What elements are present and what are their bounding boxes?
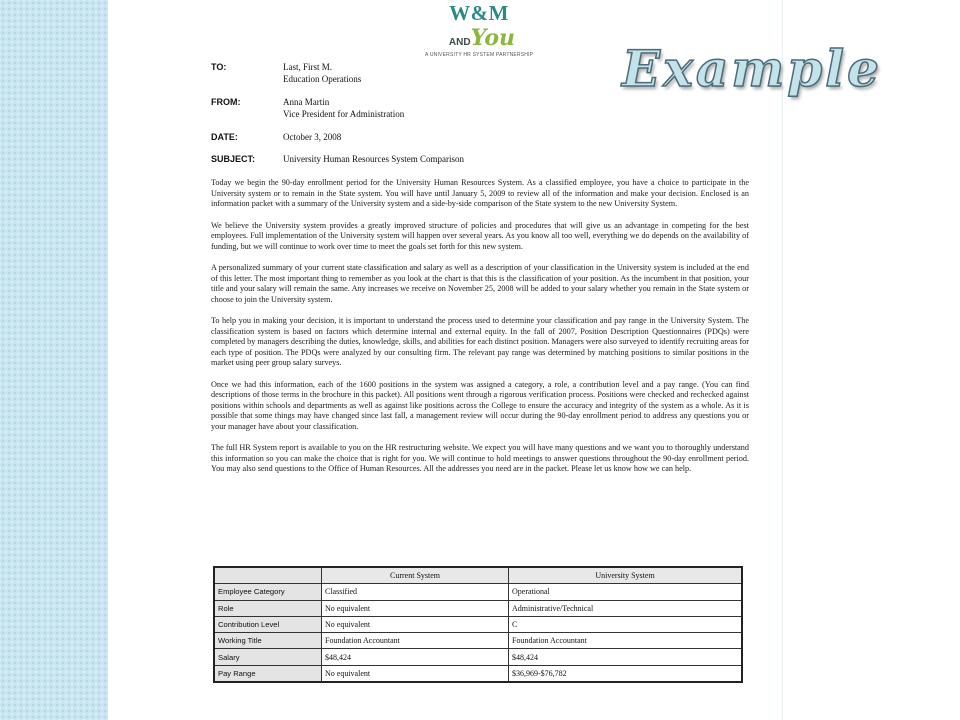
subject-value: University Human Resources System Comparison <box>283 154 464 164</box>
paragraph-4: To help you in making your decision, it is important to understand the process used to determine your classification and pay range in the University System. The classification system is based on factors which determine internal and external equity. In the fall of 2007, Position Description Questionnaires (PDQs) were completed by managers describing the duties, knowledge, skills, and abilities for each distinct position. Managers were also surveyed to identify recruiting areas for each type of position. The PDQs were analyzed by our consulting firm. The relevant pay range was determined by matching positions to similar positions in the market using peer group salary surveys. <box>211 316 749 367</box>
paragraph-5: Once we had this information, each of the 1600 positions in the system was assigned a category, a role, a contribution level and a pay range. (You can find descriptions of those terms in the brochure in this packet). All positions went through a rigorous verification process. Positions were checked and rechecked against positions within schools and departments as well as against like positions across the College to ensure the accuracy and integrity of the system as a whole. As it is possible that some things may have changed since last fall, a management review will occur during the 90-day enrollment period to address any questions you or your manager have about your classification. <box>211 379 749 431</box>
paragraph-2: We believe the University system provides a greatly improved structure of policies and procedures that will give us an advantage in competing for the best employees. Full implementation of the University system will happen over several years. As you know all too well, everything we do depends on the availability of funding, but we will continue to work over time to meet the goals set forth for this new system. <box>211 220 749 251</box>
logo-and: AND <box>448 37 471 48</box>
from-title: Vice President for Administration <box>283 109 405 119</box>
university-value: Foundation Accountant <box>509 633 743 649</box>
table-row <box>214 600 742 616</box>
logo-wm: W&M <box>449 1 509 25</box>
wm-and-you-logo <box>425 1 534 58</box>
university-value: $36,969-$76,782 <box>509 665 743 682</box>
row-label: Working Title <box>214 633 322 649</box>
logo-you: You <box>470 25 516 51</box>
row-label: Salary <box>214 649 322 665</box>
current-value: Foundation Accountant <box>322 633 509 649</box>
current-value: No equivalent <box>322 616 509 632</box>
logo-tagline: A UNIVERSITY HR SYSTEM PARTNERSHIP <box>425 52 534 58</box>
table-header-row <box>214 567 742 584</box>
to-label: TO: <box>211 62 227 72</box>
table-row <box>214 649 742 665</box>
table-row <box>214 665 742 682</box>
paragraph-1: Today we begin the 90-day enrollment period for the University Human Resources System. As a classified employee, you have a choice to participate in the University system or to remain in the State system. You will have until January 5, 2009 to review all of the information and make your decision. Enclosed is an information packet with a summary of the University system and a side-by-side comparison of the State system to the new University System. <box>211 178 749 208</box>
table-header-blank <box>214 567 322 584</box>
table-header-current: Current System <box>322 567 509 584</box>
decorative-dotted-band <box>0 0 109 720</box>
table-header-university: University System <box>509 567 743 584</box>
date-label: DATE: <box>211 132 238 142</box>
row-label: Role <box>214 600 322 616</box>
university-value: C <box>509 616 743 632</box>
example-title: Example <box>622 39 882 98</box>
from-name: Anna Martin <box>283 97 330 107</box>
row-label: Employee Category <box>214 584 322 600</box>
date-value: October 3, 2008 <box>283 132 342 142</box>
comparison-table <box>213 566 743 683</box>
current-value: No equivalent <box>322 665 509 682</box>
current-value: No equivalent <box>322 600 509 616</box>
row-label: Contribution Level <box>214 616 322 632</box>
current-value: Classified <box>322 584 509 600</box>
paragraph-6: The full HR System report is available to you on the HR restructuring website. We expect you will have many questions and we want you to thoroughly understand this information so you can make the choice that is right for you. We will continue to hold meetings to answer questions throughout the 90-day enrollment period. You may also send questions to the Office of Human Resources. All the addresses you need are in the packet. Please let us know how we can help. <box>211 443 749 473</box>
table-row <box>214 584 742 600</box>
table-row <box>214 633 742 649</box>
to-name: Last, First M. <box>283 62 333 72</box>
to-dept: Education Operations <box>283 74 362 84</box>
university-value: Operational <box>509 584 743 600</box>
paragraph-3: A personalized summary of your current state classification and salary as well as a description of your classification in the University system is included at the end of this letter. The most important thing to remember as you look at the chart is that this is the classification of your position. As the incumbent in that position, your title and your salary will remain the same. Any increases we receive on November 25, 2008 will be added to your salary whether you remain in the State system or choose to join the University system. <box>211 263 749 304</box>
university-value: $48,424 <box>509 649 743 665</box>
current-value: $48,424 <box>322 649 509 665</box>
university-value: Administrative/Technical <box>509 600 743 616</box>
from-label: FROM: <box>211 97 241 107</box>
divider-line <box>782 0 783 720</box>
table-row <box>214 616 742 632</box>
memo-body <box>211 178 749 486</box>
row-label: Pay Range <box>214 665 322 682</box>
subject-label: SUBJECT: <box>211 154 256 164</box>
